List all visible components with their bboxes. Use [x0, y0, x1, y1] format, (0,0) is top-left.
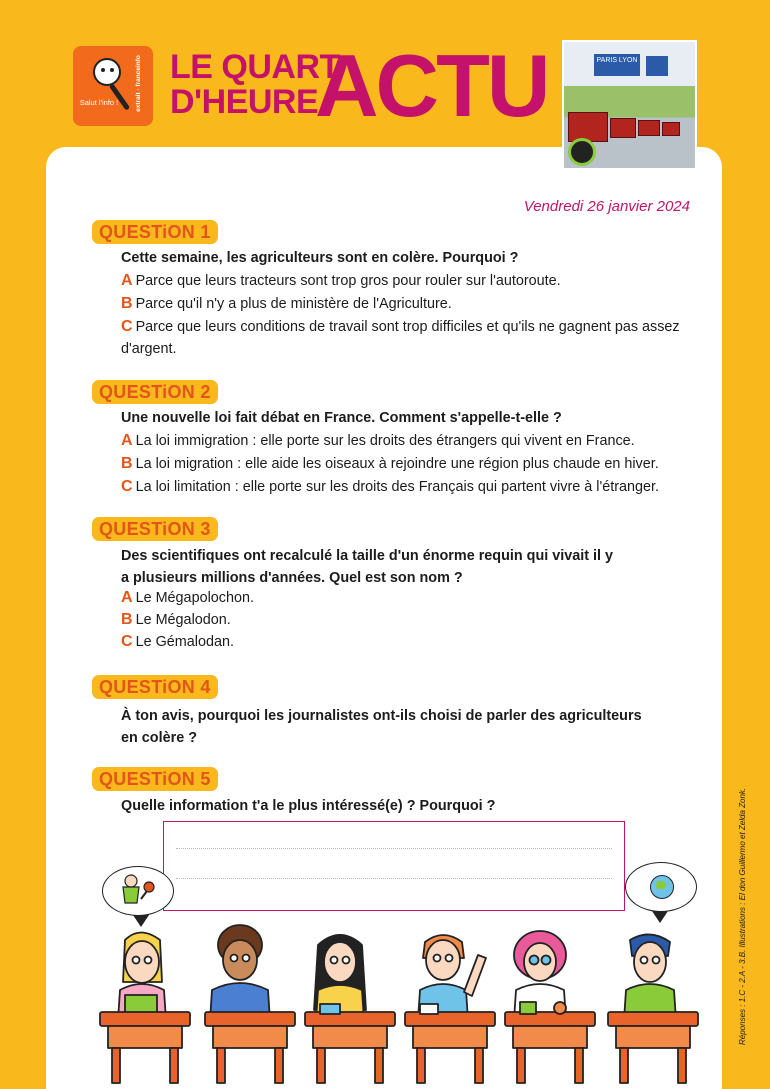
- answer-text: La loi immigration : elle porte sur les droits des étrangers qui vivent en France.: [135, 433, 635, 449]
- answer-letter: A: [121, 432, 133, 449]
- question-3-answers: [121, 587, 681, 653]
- kids-at-desks-illustration: [0, 900, 770, 1089]
- answer-text: Parce qu'il n'y a plus de ministère de l'Agriculture.: [135, 296, 452, 312]
- answer-letter: B: [121, 455, 133, 472]
- answer-option[interactable]: [121, 430, 701, 452]
- question-1-text: Cette semaine, les agriculteurs sont en colère. Pourquoi ?: [121, 250, 519, 266]
- kid-2: [210, 925, 270, 1020]
- answer-text: Parce que leurs tracteurs sont trop gros pour rouler sur l'autoroute.: [135, 273, 561, 289]
- answer-text: Le Gémalodan.: [135, 634, 234, 650]
- answer-writing-box[interactable]: [163, 821, 625, 911]
- answer-letter: C: [121, 318, 133, 335]
- question-2-badge: QUESTiON 2: [92, 380, 218, 404]
- salut-linfo-logo: [73, 46, 153, 126]
- tractor-3: [638, 120, 660, 136]
- question-2-answers: [121, 430, 701, 498]
- question-4-text: À ton avis, pourquoi les journalistes ont-ils choisi de parler des agriculteurs en colère ?: [121, 708, 642, 746]
- question-3-badge: QUESTiON 3: [92, 517, 218, 541]
- question-1-answers: [121, 270, 681, 360]
- answer-option[interactable]: [121, 316, 681, 360]
- answer-letter: A: [121, 589, 133, 606]
- answer-option[interactable]: [121, 293, 681, 315]
- writing-line: [176, 878, 612, 879]
- kid-1: [118, 933, 166, 1021]
- header-title-big: ACTU: [315, 36, 548, 135]
- classroom-drawing: [0, 900, 770, 1089]
- answer-option[interactable]: [121, 476, 701, 498]
- answer-text: Le Mégalodon.: [135, 612, 231, 628]
- title-line-2: D'HEURE: [170, 83, 319, 121]
- answer-option[interactable]: [121, 453, 701, 475]
- answer-option[interactable]: [121, 609, 681, 631]
- logo-tagline: Salut l'info !: [79, 98, 119, 107]
- writing-line: [176, 848, 612, 849]
- question-5-badge: QUESTiON 5: [92, 767, 218, 791]
- issue-date: Vendredi 26 janvier 2024: [523, 198, 690, 215]
- desks: [100, 1012, 698, 1083]
- question-2-text: Une nouvelle loi fait débat en France. Comment s'appelle-t-elle ?: [121, 410, 562, 426]
- highway-sign-secondary: [646, 56, 668, 76]
- globe-icon: [650, 875, 674, 899]
- tractor-wheel-icon: [568, 138, 596, 166]
- answers-credits: Réponses : 1.C - 2.A - 3.B. Illustrations : El don Guillermo et Zelda Zonk.: [738, 787, 747, 1045]
- answer-text: La loi limitation : elle porte sur les droits des Français qui partent vivre à l'étranger.: [135, 479, 660, 495]
- question-1-badge: QUESTiON 1: [92, 220, 218, 244]
- title-line-1: LE QUART: [170, 48, 340, 86]
- answer-letter: A: [121, 272, 133, 289]
- question-4-badge: QUESTiON 4: [92, 675, 218, 699]
- kid-6: [624, 934, 676, 1020]
- tractor-1: [568, 112, 608, 142]
- tractor-4: [662, 122, 680, 136]
- question-3-text: Des scientifiques ont recalculé la taille d'un énorme requin qui vivait il y a plusieurs millions d'années. Quel est son nom ?: [121, 548, 614, 586]
- answer-option[interactable]: [121, 270, 681, 292]
- answer-text: Parce que leurs conditions de travail sont trop difficiles et qu'ils ne gagnent pas assez d'argent.: [121, 319, 680, 357]
- answer-option[interactable]: [121, 587, 681, 609]
- answer-text: La loi migration : elle aide les oiseaux à rejoindre une région plus chaude en hiver.: [135, 456, 659, 472]
- answer-letter: C: [121, 478, 133, 495]
- answer-text: Le Mégapolochon.: [135, 590, 254, 606]
- answer-letter: B: [121, 295, 133, 312]
- microphone-mascot-icon: [93, 58, 121, 86]
- answer-letter: B: [121, 611, 133, 628]
- answer-letter: C: [121, 633, 133, 650]
- highway-sign: PARIS LYON: [594, 54, 640, 76]
- logo-side-text: extrait · franceinfo: [135, 55, 143, 112]
- tractor-2: [610, 118, 636, 138]
- answer-option[interactable]: [121, 631, 681, 653]
- question-5-text: Quelle information t'a le plus intéressé(e) ? Pourquoi ?: [121, 798, 496, 814]
- tractors-highway-photo: [562, 40, 697, 170]
